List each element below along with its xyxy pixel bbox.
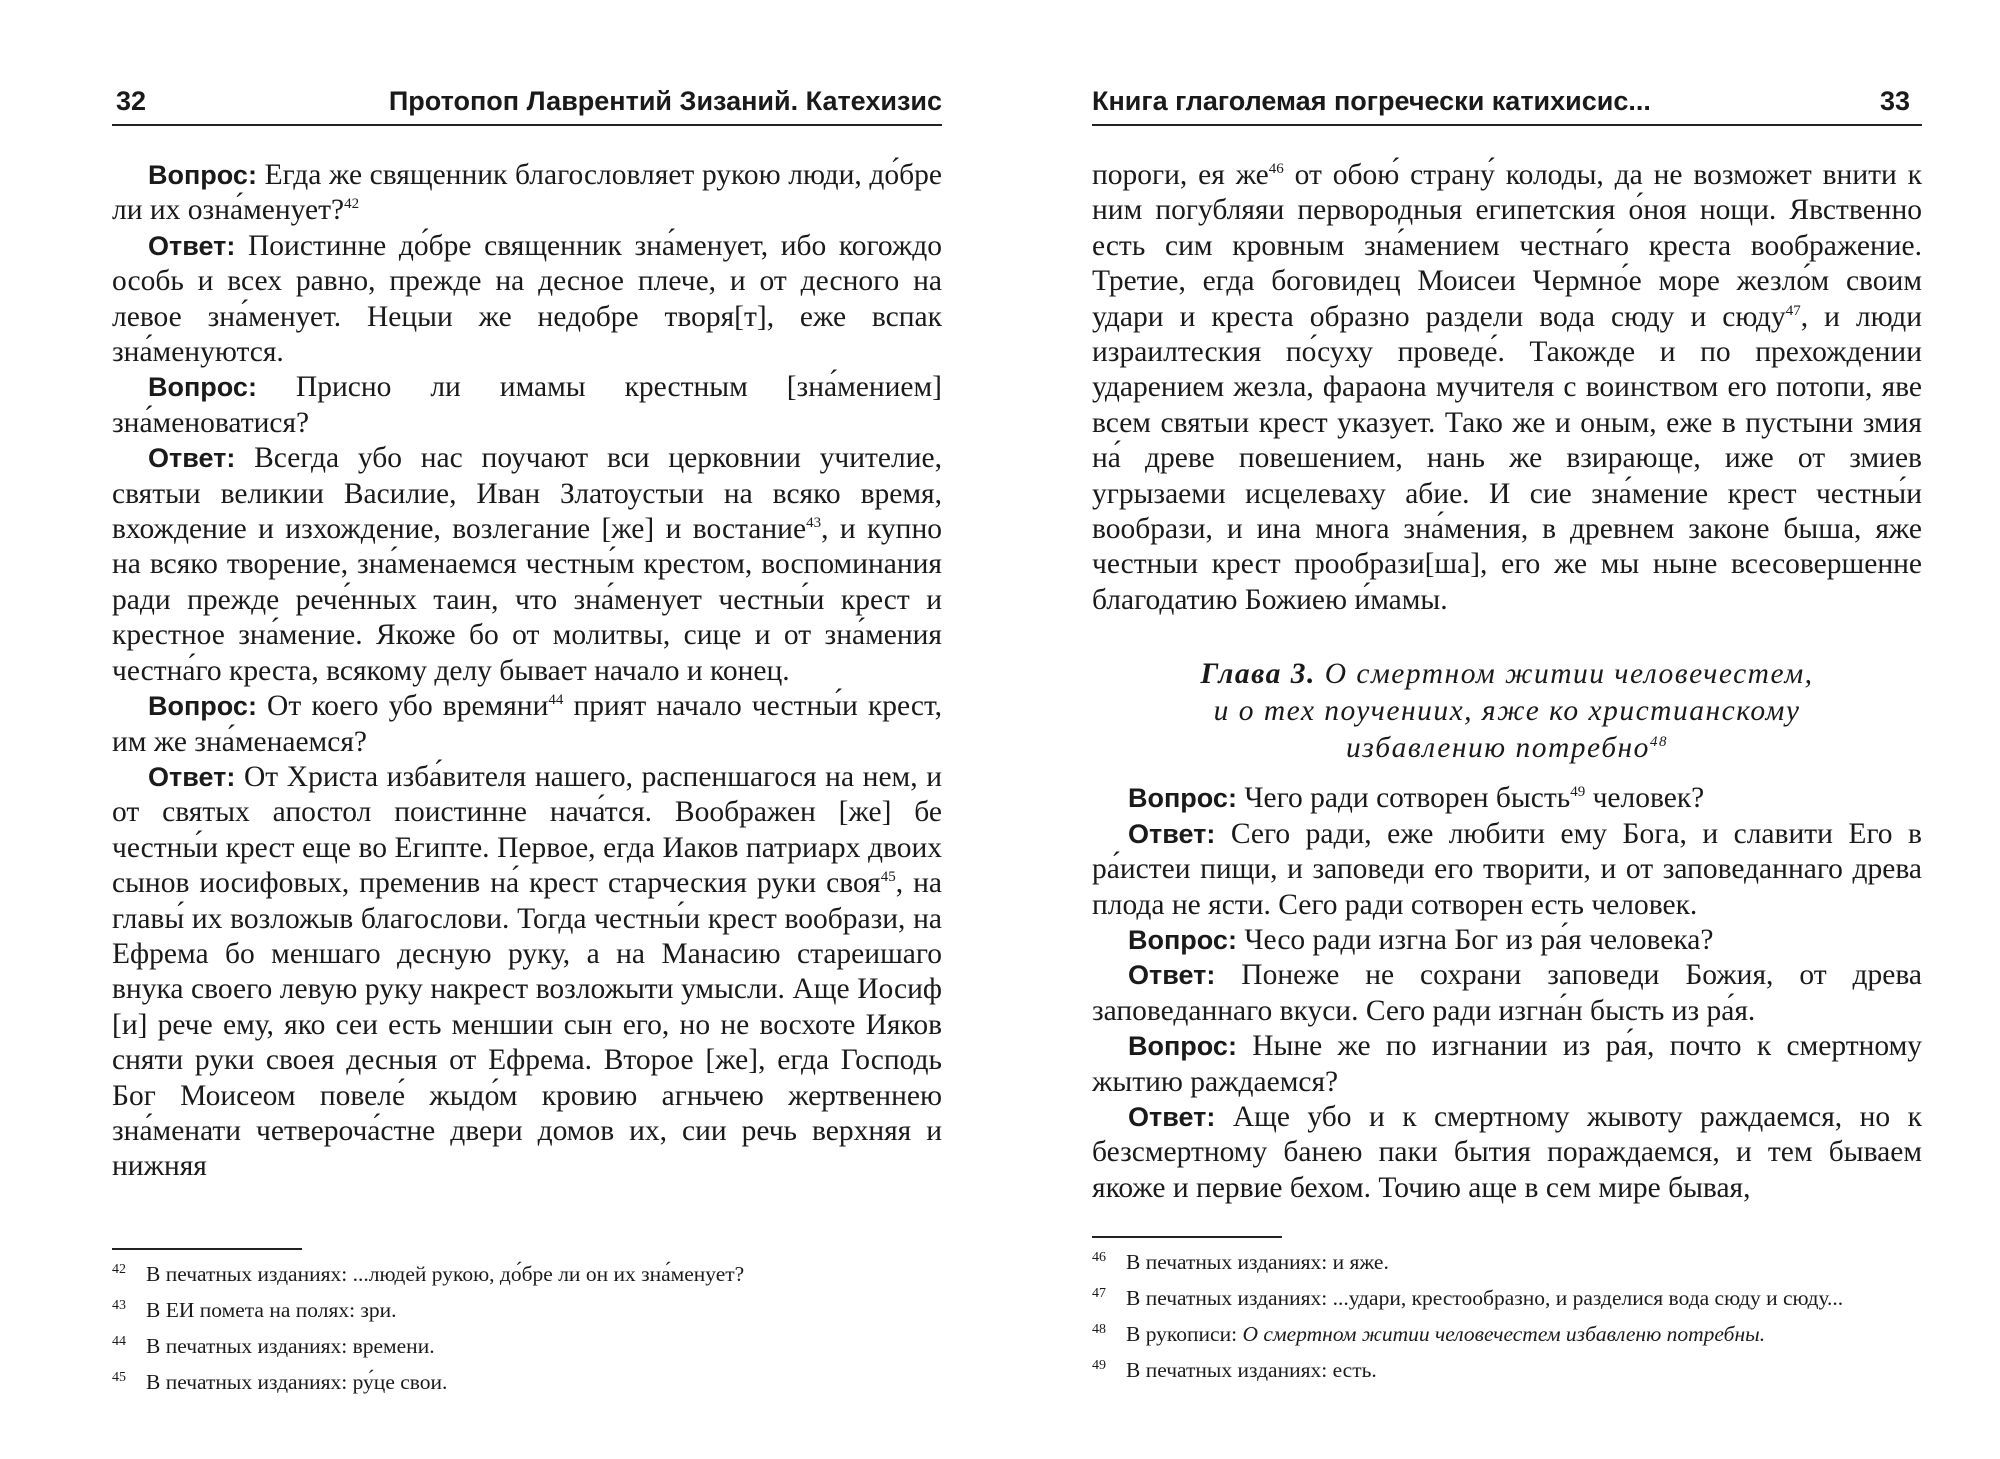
footnote: 47 В печатных изданиях: ...удари, крестообразно, и разделися вода сюду и сюду...: [1092, 1285, 1844, 1310]
footnote-ref: 49: [1570, 784, 1586, 801]
chapter-heading: Глава 3. О смертном житии человечестем, и о тех поучениих, яже ко христианскому избавлению потребно$^{48}$: [1200, 658, 1814, 765]
footnote-ref: 48: [1649, 734, 1668, 751]
footnote-ref: 44: [548, 692, 564, 709]
footnote-ref: 45: [880, 869, 896, 886]
answer-label: Ответ:: [148, 761, 236, 792]
running-title: Книга глаголемая погречески катихисис...: [1092, 86, 1651, 116]
paragraph-question: Вопрос: Чесо ради изгна Бог из ра́я человека?: [1128, 923, 1714, 956]
footnote-ref: 42: [344, 196, 360, 213]
footnote-ref: 43: [806, 515, 822, 532]
running-title: Протопоп Лаврентий Зизаний. Катехизис: [388, 86, 942, 116]
footnote: 46 В печатных изданиях: и яже.: [1092, 1249, 1389, 1274]
answer-label: Ответ:: [148, 443, 236, 474]
paragraph-question: Вопрос: Присно ли имамы крестным [зна́мением] зна́меноватися?: [112, 371, 942, 439]
paragraph-question: Вопрос: Ныне же по изгнании из ра́я, почто к смертному жытию раждаемся?: [1092, 1030, 1922, 1098]
right-page: [1092, 0, 1922, 1459]
footnote-ref: 47: [1785, 302, 1801, 319]
paragraph-answer: Ответ: Аще убо и к смертному жывоту раждаемся, но к безсмертному банею паки бытия пораждаемся, и тем бываем якоже и первие бехом. Точию аще в сем мире бывая,: [1092, 1100, 1922, 1204]
paragraph-answer: Ответ: Понеже не сохрани заповеди Божия, от древа заповеданнаго вкуси. Сего ради изгна́н бысть из ра́я.: [1092, 959, 1922, 1027]
page-number: 32: [116, 86, 147, 116]
answer-label: Ответ:: [1128, 960, 1216, 991]
footnote: 45 В печатных изданиях: ру́це свои.: [112, 1369, 448, 1394]
footnote: 44 В печатных изданиях: времени.: [112, 1333, 435, 1358]
question-label: Вопрос:: [148, 691, 257, 722]
question-label: Вопрос:: [148, 372, 257, 403]
answer-label: Ответ:: [1128, 1101, 1216, 1132]
chapter-label: Глава 3.: [1200, 658, 1316, 691]
footnote: 43 В ЕИ помета на полях: зри.: [112, 1297, 397, 1322]
footnote: 42 В печатных изданиях: ...людей рукою, до́бре ли он их зна́менует?: [112, 1261, 745, 1286]
question-label: Вопрос:: [1128, 924, 1237, 955]
paragraph-question: Вопрос: От коего убо времяни$^{44}$ прият начало честны́и крест, им же зна́менаемся?: [112, 690, 942, 758]
question-label: Вопрос:: [1128, 783, 1237, 814]
page-number: 33: [1879, 86, 1910, 116]
paragraph-continuation: пороги, ея $же^{46}$ от обою́ страну́ колоды, да не возможет внити к ним погубляяи первородныя египетския о́ноя нощи. Явственно есть сим кровным зна́мением честна́го креста воображение. Третие, егда боговидец Моисеи Чермно́е море жезло́м своим удари и креста образно раздели вода сюду и сюду$^{47}$, и люди израилтеския по́суху проведе́. Такожде и по прехождении ударением жезла, фараона мучителя с воинством его потопи, яве всем святыи крест указует. Тако же и оным, еже в пустыни змия на́ древе повешением, нань же взирающе, иже от змиев угрызаеми исцелеваху абие. И сие зна́мение крест честны́и вообрази, и ина многа зна́мения, в древнем законе быша, яже честныи крест прообрази[ша], его же мы ныне всесовершенне благодатию Божиею и́мамы.: [1092, 159, 1922, 616]
left-running-head: [112, 80, 942, 126]
answer-label: Ответ:: [148, 230, 236, 261]
footnote-ref: 46: [1268, 161, 1284, 178]
footnote: 49 В печатных изданиях: есть.: [1092, 1357, 1377, 1382]
left-body-text: [112, 158, 942, 1185]
footnote-divider: [1092, 1236, 1282, 1238]
paragraph-question: Вопрос: Чего ради сотворен бысть$^{49}$ человек?: [1128, 782, 1705, 815]
footnote-divider: [112, 1248, 302, 1250]
paragraph-answer: Ответ: Сего ради, еже любити ему Бога, и славити Его в ра́истеи пищи, и заповеди его творити, и от заповеданнаго древа плода не ясти. Сего ради сотворен есть человек.: [1092, 817, 1922, 921]
left-page: [112, 0, 942, 1459]
left-footnotes: [112, 1248, 942, 1404]
paragraph-answer: Ответ: Поистинне до́бре священник зна́менует, ибо когождо особь и всех равно, прежде на десное плече, и от десного на левое зна́менует. Нецыи же недобре творя[т], еже вспак зна́менуются.: [112, 229, 942, 369]
paragraph-question: Вопрос: Егда же священник благословляет рукою люди, до́бре ли их озна́менует?$^{42}$: [112, 159, 942, 227]
paragraph-answer: Ответ: От Христа изба́вителя нашего, распеншагося на нем, и от святых апостол поистинне нача́тся. Воображен [же] бе честны́и крест еще во Египте. Первое, егда Иаков патриарх двоих сынов иосифовых, пременив на́ крест старческия руки своя$^{45}$, на главы́ их возложыв благослови. Тогда честны́и крест вообрази, на Ефрема бо меншаго десную руку, а на Манасию стареишаго внука своего левую руку накрест возложыти умысли. Аще Иосиф [и] рече ему, яко сеи есть меншии сын его, но не восхоте Ияков сняти руки своея десныя от Ефрема. Второе [же], егда Господь Бог Моисеом повеле́ жыдо́м кровию агньчею жертвеннею зна́менати четвероча́стне двери домов их, сии речь верхняя и нижняя: [112, 760, 942, 1183]
question-label: Вопрос:: [148, 160, 257, 190]
question-label: Вопрос:: [1128, 1031, 1237, 1062]
right-footnotes: [1092, 1236, 1922, 1392]
footnote: 48 В рукописи: О смертном житии человечестем избавленю потребны.: [1092, 1321, 1766, 1346]
answer-label: Ответ:: [1128, 818, 1216, 849]
paragraph-answer: Ответ: Всегда убо нас поучают вси церковнии учителие, святыи великии Василие, Иван Златоустыи на всяко время, вхождение и изхождение, возлегание [же] и востание$^{43}$, и купно на всяко творение, зна́менаемся честны́м крестом, воспоминания ради прежде рече́нных таин, что зна́менует честны́и крест и крестное зна́мение. Якоже бо от молитвы, сице и от зна́мения честна́го креста, всякому делу бывает начало и конец.: [112, 442, 942, 687]
right-body-text: [1092, 158, 1922, 1206]
right-running-head: [1092, 80, 1922, 126]
